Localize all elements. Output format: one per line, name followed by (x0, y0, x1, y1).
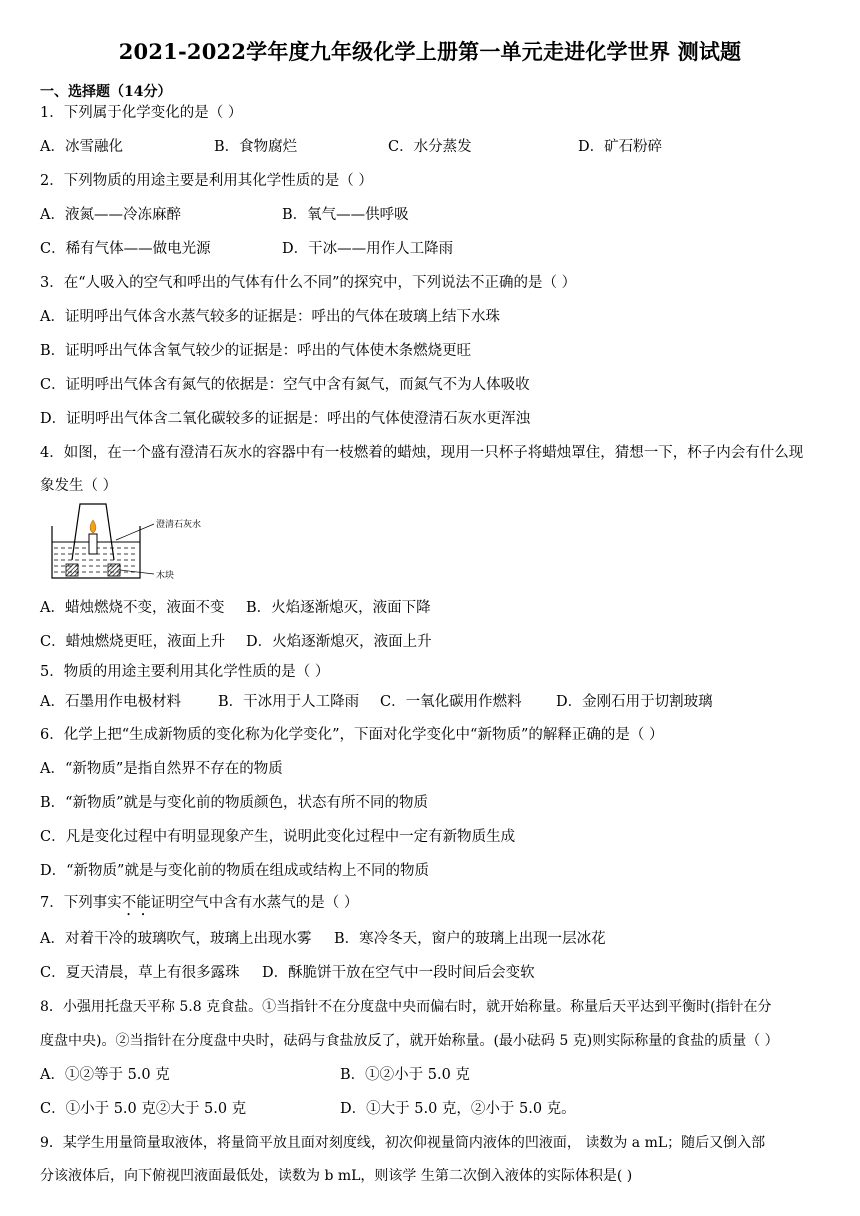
question-4-stem-line-1: 4．如图，在一个盛有澄清石灰水的容器中有一枝燃着的蜡烛，现用一只杯子将蜡烛罩住，猜想一下，杯子内会有什么现 (40, 445, 804, 461)
question-1-option-d: D．矿石粉碎 (578, 139, 663, 155)
question-4-option-b: B．火焰逐渐熄灭，液面下降 (246, 600, 431, 616)
question-6-stem: 6．化学上把“生成新物质的变化称为化学变化”，下面对化学变化中“新物质”的解释正确的是（ ） (40, 727, 664, 743)
question-7-stem-pre: 7．下列事实 (40, 895, 122, 911)
question-1-stem: 1．下列属于化学变化的是（ ） (40, 105, 243, 121)
question-9-stem-line-2: 分该液体后，向下俯视凹液面最低处，读数为 b mL，则该学 生第二次倒入液体的实际体积是( ) (40, 1168, 633, 1184)
question-3-option-d: D．证明呼出气体含二氧化碳较多的证据是：呼出的气体使澄清石灰水更浑浊 (40, 411, 531, 427)
label-limewater: 澄清石灰水 (156, 520, 202, 530)
question-6-option-a: A．“新物质”是指自然界不存在的物质 (40, 761, 283, 777)
section-heading: 一、选择题（14分） (40, 84, 172, 100)
question-2-option-a: A．液氮——冷冻麻醉 (40, 207, 181, 223)
question-2-stem: 2．下列物质的用途主要是利用其化学性质的是（ ） (40, 173, 373, 189)
wood-block-left (66, 564, 78, 576)
question-2-option-d: D．干冰——用作人工降雨 (282, 241, 454, 257)
question-5-option-c: C．一氧化碳用作燃料 (380, 694, 522, 710)
question-8-stem-line-1: 8．小强用托盘天平称 5.8 克食盐。①当指针不在分度盘中央而偏右时，就开始称量。称量后天平达到平衡时(指针在分 (40, 999, 772, 1015)
question-1-option-c: C．水分蒸发 (388, 139, 472, 155)
question-5-option-b: B．干冰用于人工降雨 (218, 694, 360, 710)
label-wood-block: 木块 (156, 571, 175, 581)
question-6-option-d: D．“新物质”就是与变化前的物质在组成或结构上不同的物质 (40, 863, 429, 879)
leader-line-water (116, 524, 154, 540)
question-4-stem-line-2: 象发生（ ） (40, 478, 118, 494)
question-3-option-b: B．证明呼出气体含氧气较少的证据是：呼出的气体使木条燃烧更旺 (40, 343, 472, 359)
question-3-option-a: A．证明呼出气体含水蒸气较多的证据是：呼出的气体在玻璃上结下水珠 (40, 309, 500, 325)
question-4-option-d: D．火焰逐渐熄灭，液面上升 (246, 634, 432, 650)
question-6-option-b: B．“新物质”就是与变化前的物质颜色，状态有所不同的物质 (40, 795, 428, 811)
question-8-option-a: A．①②等于 5.0 克 (40, 1067, 170, 1083)
question-5-stem: 5．物质的用途主要利用其化学性质的是（ ） (40, 664, 330, 680)
question-8-stem-line-2: 度盘中央)。②当指针在分度盘中央时，砝码与食盐放反了，就开始称量。(最小砝码 5 克)则实际称量的食盐的质量（ ） (40, 1033, 779, 1049)
question-9-stem-line-1: 9．某学生用量筒量取液体，将量筒平放且面对刻度线，初次仰视量筒内液体的凹液面， 读数为 a mL；随后又倒入部 (40, 1135, 766, 1151)
question-3-option-c: C．证明呼出气体含有氮气的依据是：空气中含有氮气，而氮气不为人体吸收 (40, 377, 530, 393)
question-3-stem: 3．在“人吸入的空气和呼出的气体有什么不同”的探究中，下列说法不正确的是（ ） (40, 275, 577, 291)
question-7-option-b: B．寒冷冬天，窗户的玻璃上出现一层冰花 (334, 931, 606, 947)
flame-icon (90, 520, 96, 533)
question-8-option-b: B．①②小于 5.0 克 (340, 1067, 470, 1083)
question-5-option-d: D．金刚石用于切割玻璃 (556, 694, 713, 710)
question-7-option-d: D．酥脆饼干放在空气中一段时间后会变软 (262, 965, 535, 981)
question-2-option-c: C．稀有气体——做电光源 (40, 241, 211, 257)
question-7-option-c: C．夏天清晨，草上有很多露珠 (40, 965, 240, 981)
candle-experiment-diagram (50, 498, 220, 586)
question-5-option-a: A．石墨用作电极材料 (40, 694, 181, 710)
question-7-emphasis: 不能 (121, 895, 151, 911)
question-1-option-a: A．冰雪融化 (40, 139, 123, 155)
question-2-option-b: B．氧气——供呼吸 (282, 207, 409, 223)
question-4-option-c: C．蜡烛燃烧更旺，液面上升 (40, 634, 226, 650)
question-1-option-b: B．食物腐烂 (214, 139, 298, 155)
question-7-option-a: A．对着干冷的玻璃吹气，玻璃上出现水雾 (40, 931, 312, 947)
question-8-option-c: C．①小于 5.0 克②大于 5.0 克 (40, 1101, 247, 1117)
candle (89, 534, 97, 554)
question-6-option-c: C．凡是变化过程中有明显现象产生，说明此变化过程中一定有新物质生成 (40, 829, 516, 845)
question-4-option-a: A．蜡烛燃烧不变，液面不变 (40, 600, 225, 616)
page-title: 2021-2022学年度九年级化学上册第一单元走进化学世界 测试题 (118, 39, 742, 64)
question-7-stem (40, 893, 358, 919)
question-7-stem-post: 证明空气中含有水蒸气的是（ ） (150, 895, 359, 911)
wood-block-right (108, 564, 120, 576)
question-8-option-d: D．①大于 5.0 克，②小于 5.0 克。 (340, 1101, 576, 1117)
